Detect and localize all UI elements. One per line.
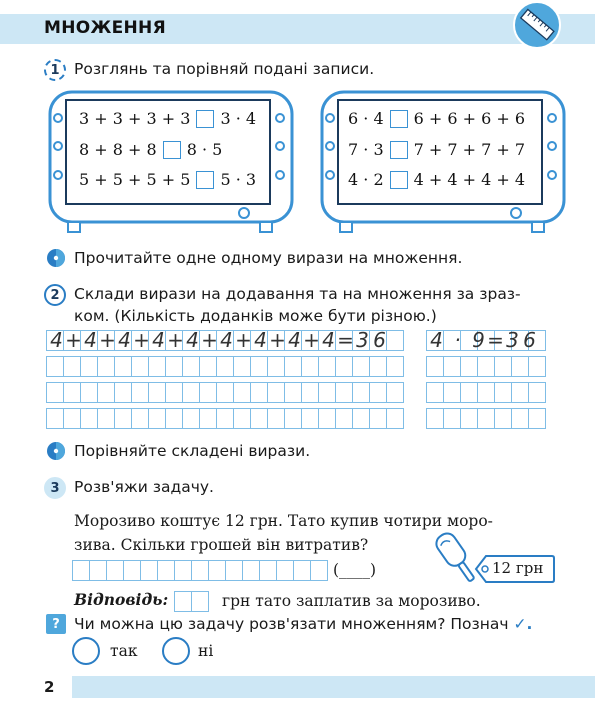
footer-bar: [72, 676, 595, 698]
grid-cell[interactable]: [114, 356, 132, 377]
grid-cell[interactable]: [46, 382, 64, 403]
grid-cell[interactable]: [174, 560, 192, 581]
grid-cell[interactable]: [528, 382, 546, 403]
grid-cell[interactable]: [284, 382, 302, 403]
grid-cell[interactable]: [460, 356, 478, 377]
option-no-label: ні: [198, 642, 214, 660]
grid-cell[interactable]: [494, 408, 512, 429]
grid-cell[interactable]: [352, 382, 370, 403]
grid-cell[interactable]: [165, 408, 183, 429]
grid-cell[interactable]: [528, 356, 546, 377]
handwritten-multiplication-example: 4 · 9 = 3 6: [430, 328, 536, 352]
problem-text-line1: Морозиво коштує 12 грн. Тато купив чотири моро-: [74, 512, 493, 530]
grid-cell[interactable]: [335, 356, 353, 377]
unit-blank[interactable]: (____): [333, 561, 377, 579]
grid-cell[interactable]: [123, 560, 141, 581]
task2-instruction-line2: ком. (Кількість доданків може бути різною.): [74, 307, 437, 325]
expression-right: 3 · 4: [220, 109, 257, 128]
expression-left: 4 · 2: [348, 170, 384, 189]
grid-cell[interactable]: [199, 356, 217, 377]
grid-cell[interactable]: [443, 382, 461, 403]
grid-cell[interactable]: [157, 560, 175, 581]
grid-cell[interactable]: [148, 356, 166, 377]
grid-cell[interactable]: [63, 356, 81, 377]
grid-cell[interactable]: [511, 382, 529, 403]
check-mark-icon: ✓.: [513, 615, 533, 633]
grid-cell[interactable]: [284, 356, 302, 377]
speech-bullet-icon: [46, 441, 66, 461]
grid-cell[interactable]: [131, 382, 149, 403]
page-number: 2: [44, 678, 55, 696]
grid-cell[interactable]: [369, 356, 387, 377]
task-number-3: 3: [44, 477, 66, 499]
problem-text-line2: зива. Скільки грошей він витратив?: [74, 536, 369, 554]
grid-cell[interactable]: [426, 382, 444, 403]
grid-cell[interactable]: [114, 382, 132, 403]
grid-cell[interactable]: [318, 356, 336, 377]
grid-cell[interactable]: [72, 560, 90, 581]
grid-cell[interactable]: [131, 408, 149, 429]
grid-cell[interactable]: [63, 408, 81, 429]
grid-cell[interactable]: [216, 356, 234, 377]
grid-cell[interactable]: [148, 408, 166, 429]
task-number-2: 2: [44, 284, 66, 306]
grid-cell[interactable]: [301, 356, 319, 377]
grid-cell[interactable]: [494, 382, 512, 403]
grid-cell[interactable]: [233, 382, 251, 403]
option-yes-circle[interactable]: [72, 637, 100, 665]
expression-row: [79, 170, 256, 189]
grid-cell[interactable]: [386, 382, 404, 403]
grid-cell[interactable]: [233, 356, 251, 377]
handwritten-addition-example: 4 + 4 + 4 + 4 + 4 + 4 + 4 + 4 + 4 = 3 6: [50, 328, 386, 352]
answer-grid-row[interactable]: [426, 382, 545, 402]
expression-row: [348, 109, 525, 128]
grid-cell[interactable]: [182, 408, 200, 429]
grid-cell[interactable]: [335, 382, 353, 403]
expression-right: 7 + 7 + 7 + 7: [413, 140, 526, 159]
task1-instruction: Розглянь та порівняй подані записи.: [74, 60, 375, 78]
grid-cell[interactable]: [386, 356, 404, 377]
answer-grid-row[interactable]: [46, 408, 403, 428]
grid-cell[interactable]: [301, 382, 319, 403]
grid-cell[interactable]: [352, 356, 370, 377]
grid-cell[interactable]: [191, 560, 209, 581]
speech-bullet-icon: [46, 248, 66, 268]
grid-cell[interactable]: [106, 560, 124, 581]
expression-row: [348, 170, 525, 189]
grid-cell[interactable]: [250, 356, 268, 377]
grid-cell[interactable]: [97, 408, 115, 429]
grid-cell[interactable]: [335, 408, 353, 429]
grid-cell[interactable]: [267, 356, 285, 377]
grid-cell[interactable]: [276, 560, 294, 581]
grid-cell[interactable]: [477, 382, 495, 403]
answer-grid-row[interactable]: [46, 382, 403, 402]
expression-left: 7 · 3: [348, 140, 384, 159]
grid-cell[interactable]: [443, 356, 461, 377]
grid-cell[interactable]: [426, 356, 444, 377]
grid-cell[interactable]: [267, 408, 285, 429]
option-no-circle[interactable]: [162, 637, 190, 665]
expression-right: 5 · 3: [220, 170, 257, 189]
compare-box[interactable]: [196, 171, 214, 189]
grid-cell[interactable]: [182, 356, 200, 377]
grid-cell[interactable]: [165, 382, 183, 403]
grid-cell[interactable]: [369, 382, 387, 403]
expression-right: 4 + 4 + 4 + 4: [413, 170, 526, 189]
expression-left: 3 + 3 + 3 + 3: [79, 109, 191, 128]
grid-cell[interactable]: [284, 408, 302, 429]
grid-cell[interactable]: [199, 382, 217, 403]
expression-row: [79, 140, 222, 159]
expression-row: [348, 140, 525, 159]
grid-cell[interactable]: [191, 591, 209, 612]
grid-cell[interactable]: [494, 356, 512, 377]
grid-cell[interactable]: [89, 560, 107, 581]
grid-cell[interactable]: [80, 382, 98, 403]
compare-box[interactable]: [390, 110, 408, 128]
answer-grid-row[interactable]: [426, 356, 545, 376]
grid-cell[interactable]: [174, 591, 192, 612]
compare-box[interactable]: [390, 141, 408, 159]
read-prompt: Прочитайте одне одному вирази на множення.: [74, 249, 463, 267]
grid-cell[interactable]: [233, 408, 251, 429]
grid-cell[interactable]: [97, 356, 115, 377]
grid-cell[interactable]: [114, 408, 132, 429]
grid-cell[interactable]: [63, 382, 81, 403]
grid-cell[interactable]: [267, 382, 285, 403]
grid-cell[interactable]: [46, 356, 64, 377]
answer-text: грн тато заплатив за морозиво.: [222, 592, 481, 610]
grid-cell[interactable]: [225, 560, 243, 581]
grid-cell[interactable]: [528, 408, 546, 429]
grid-cell[interactable]: [208, 560, 226, 581]
grid-cell[interactable]: [259, 560, 277, 581]
question-text: [74, 613, 532, 635]
grid-cell[interactable]: [80, 356, 98, 377]
grid-cell[interactable]: [216, 382, 234, 403]
expression-left: 8 + 8 + 8: [79, 140, 157, 159]
answer-input-boxes[interactable]: [174, 591, 208, 611]
grid-cell[interactable]: [310, 560, 328, 581]
grid-cell[interactable]: [216, 408, 234, 429]
grid-cell[interactable]: [460, 408, 478, 429]
question-label: Чи можна цю задачу розв'язати множенням? Познач: [74, 615, 509, 633]
grid-cell[interactable]: [511, 356, 529, 377]
expression-right: 8 · 5: [186, 140, 223, 159]
grid-cell[interactable]: [46, 408, 64, 429]
grid-cell[interactable]: [97, 382, 115, 403]
expression-left: 6 · 4: [348, 109, 384, 128]
ruler-icon: [512, 0, 562, 50]
grid-cell[interactable]: [148, 382, 166, 403]
grid-cell[interactable]: [443, 408, 461, 429]
grid-cell[interactable]: [140, 560, 158, 581]
answer-grid-row[interactable]: [426, 408, 545, 428]
grid-cell[interactable]: [250, 382, 268, 403]
grid-cell[interactable]: [80, 408, 98, 429]
grid-cell[interactable]: [318, 408, 336, 429]
expression-right: 6 + 6 + 6 + 6: [413, 109, 526, 128]
answer-grid-row[interactable]: [46, 356, 403, 376]
question-mark-icon: ?: [46, 614, 66, 634]
grid-cell[interactable]: [131, 356, 149, 377]
grid-cell[interactable]: [250, 408, 268, 429]
compare-box[interactable]: [163, 141, 181, 159]
grid-cell[interactable]: [242, 560, 260, 581]
grid-cell[interactable]: [352, 408, 370, 429]
expression-row: [79, 109, 256, 128]
answer-label: Відповідь:: [74, 590, 169, 609]
price-tag-text: 12 грн: [492, 559, 544, 577]
task-number-1: 1: [44, 59, 66, 81]
grid-cell[interactable]: [199, 408, 217, 429]
solution-grid[interactable]: [72, 560, 327, 580]
grid-cell[interactable]: [386, 408, 404, 429]
grid-cell[interactable]: [293, 560, 311, 581]
grid-cell[interactable]: [460, 382, 478, 403]
compare-box[interactable]: [390, 171, 408, 189]
grid-cell[interactable]: [511, 408, 529, 429]
grid-cell[interactable]: [301, 408, 319, 429]
page-title: МНОЖЕННЯ: [44, 18, 166, 38]
grid-cell[interactable]: [477, 408, 495, 429]
option-yes-label: так: [110, 642, 138, 660]
task3-instruction: Розв'яжи задачу.: [74, 478, 214, 496]
grid-cell[interactable]: [182, 382, 200, 403]
grid-cell[interactable]: [477, 356, 495, 377]
grid-cell[interactable]: [318, 382, 336, 403]
compare-prompt: Порівняйте складені вирази.: [74, 442, 311, 460]
task2-instruction-line1: Склади вирази на додавання та на множення за зраз-: [74, 285, 521, 303]
expression-left: 5 + 5 + 5 + 5: [79, 170, 191, 189]
grid-cell[interactable]: [369, 408, 387, 429]
grid-cell[interactable]: [386, 330, 404, 351]
compare-box[interactable]: [196, 110, 214, 128]
grid-cell[interactable]: [165, 356, 183, 377]
grid-cell[interactable]: [426, 408, 444, 429]
